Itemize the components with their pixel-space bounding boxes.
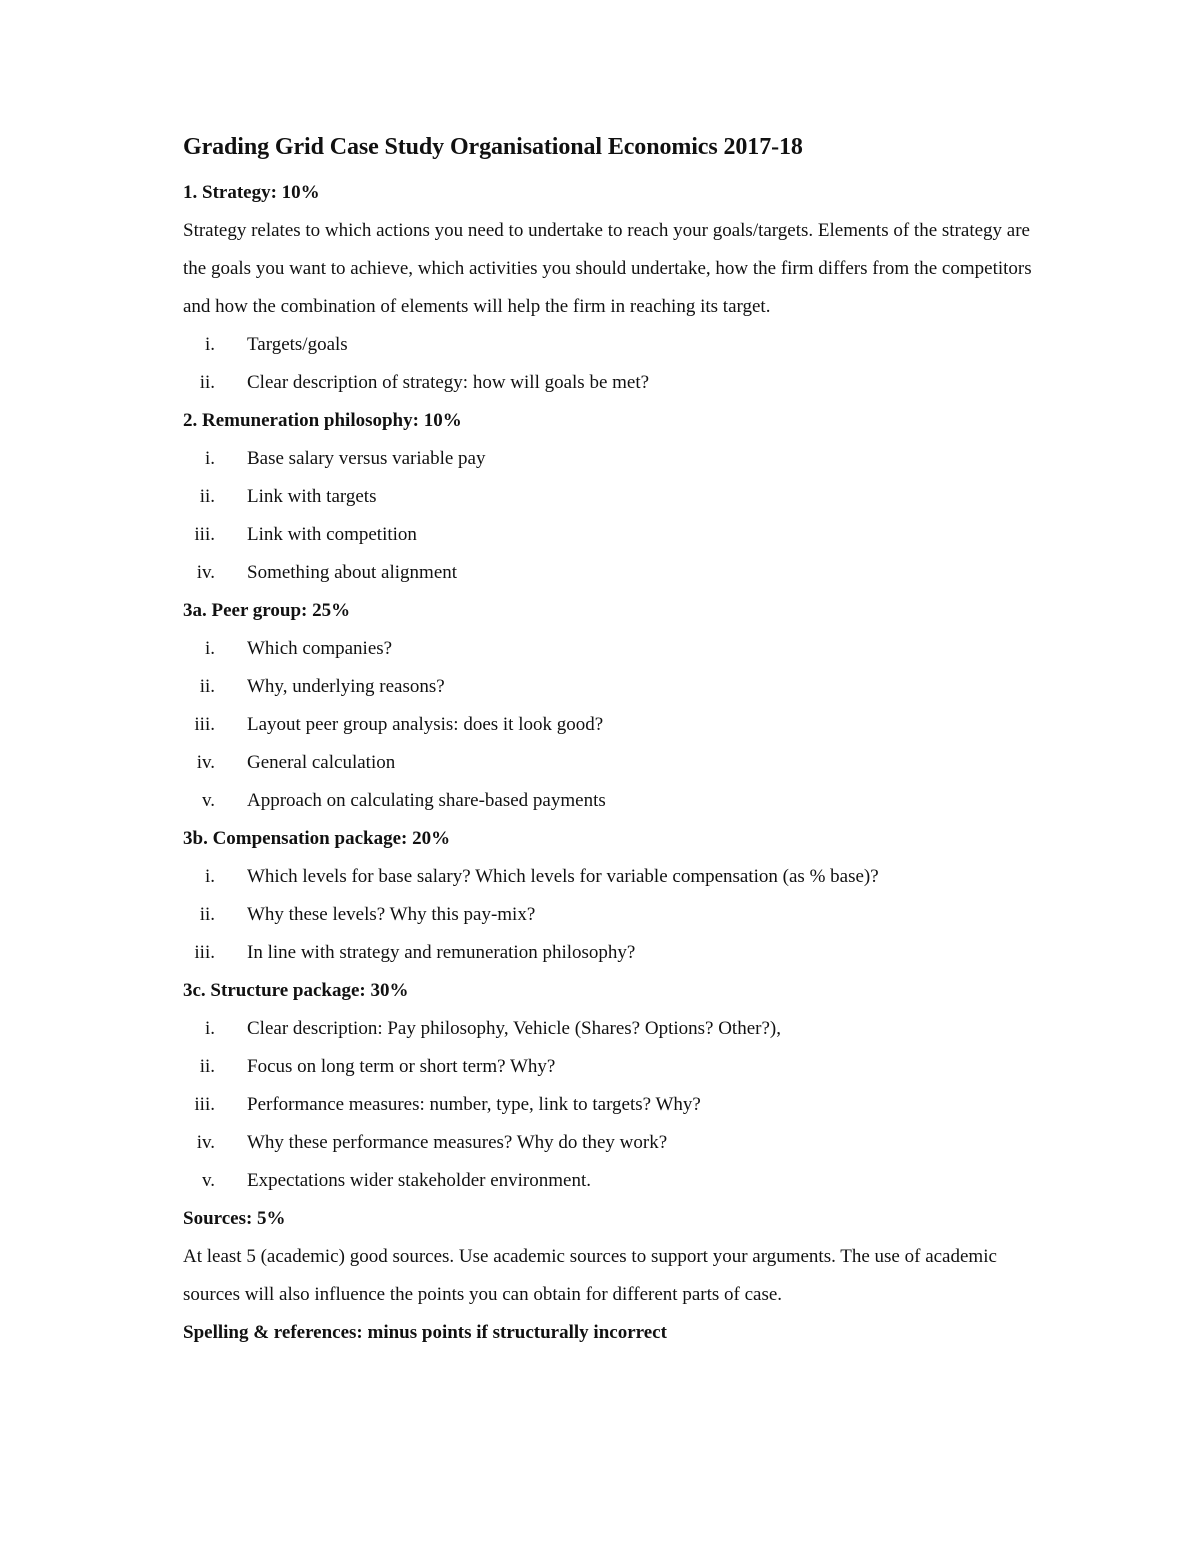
section-heading: 3b. Compensation package: 20% (183, 828, 451, 849)
item-number: i. (204, 638, 215, 659)
list-item (183, 440, 1033, 478)
item-number: iii. (194, 1094, 215, 1115)
item-text: Clear description: Pay philosophy, Vehicle (Shares? Options? Other?), (247, 1018, 781, 1039)
item-text: Layout peer group analysis: does it look good? (247, 714, 604, 735)
list-item (183, 934, 1033, 972)
item-number: v. (201, 1170, 215, 1191)
section-spelling-references (183, 1314, 1033, 1352)
item-number: ii. (199, 486, 215, 507)
item-text: General calculation (247, 752, 396, 773)
list-item (183, 1124, 1033, 1162)
section-heading: 2. Remuneration philosophy: 10% (183, 410, 462, 431)
item-text: Targets/goals (247, 334, 348, 355)
criteria-list (183, 858, 1033, 972)
list-item (183, 516, 1033, 554)
item-text: Focus on long term or short term? Why? (247, 1056, 556, 1077)
item-text: In line with strategy and remuneration philosophy? (247, 942, 636, 963)
document-title: Grading Grid Case Study Organisational Economics 2017-18 (183, 134, 803, 160)
item-text: Link with competition (247, 524, 417, 545)
list-item (183, 1048, 1033, 1086)
section-paragraph: At least 5 (academic) good sources. Use academic sources to support your arguments. The use of academic sources will also influence the points you can obtain for different parts of case. (183, 1246, 997, 1305)
item-text: Which levels for base salary? Which levels for variable compensation (as % base)? (247, 866, 879, 887)
section-sources (183, 1200, 1033, 1314)
item-number: iv. (196, 1132, 215, 1153)
list-item (183, 706, 1033, 744)
item-number: ii. (199, 1056, 215, 1077)
item-number: i. (204, 866, 215, 887)
item-number: ii. (199, 676, 215, 697)
list-item (183, 668, 1033, 706)
item-number: iii. (194, 714, 215, 735)
item-number: v. (201, 790, 215, 811)
list-item (183, 554, 1033, 592)
item-number: i. (204, 1018, 215, 1039)
section-peer-group (183, 592, 1033, 820)
list-item (183, 478, 1033, 516)
list-item (183, 744, 1033, 782)
item-text: Approach on calculating share-based payments (247, 790, 606, 811)
item-text: Clear description of strategy: how will goals be met? (247, 372, 650, 393)
item-text: Something about alignment (247, 562, 458, 583)
list-item (183, 630, 1033, 668)
item-number: iv. (196, 752, 215, 773)
item-text: Why these performance measures? Why do they work? (247, 1132, 668, 1153)
list-item (183, 1086, 1033, 1124)
list-item (183, 858, 1033, 896)
criteria-list (183, 1010, 1033, 1200)
item-text: Link with targets (247, 486, 377, 507)
item-text: Why, underlying reasons? (247, 676, 445, 697)
section-heading: Spelling & references: minus points if structurally incorrect (183, 1322, 667, 1343)
section-remuneration-philosophy (183, 402, 1033, 592)
item-number: i. (204, 334, 215, 355)
item-number: i. (204, 448, 215, 469)
section-heading: 3a. Peer group: 25% (183, 600, 351, 621)
item-text: Which companies? (247, 638, 393, 659)
item-number: iv. (196, 562, 215, 583)
section-heading: 1. Strategy: 10% (183, 182, 320, 203)
criteria-list (183, 630, 1033, 820)
section-strategy (183, 174, 1033, 402)
list-item (183, 782, 1033, 820)
item-text: Expectations wider stakeholder environment. (247, 1170, 592, 1191)
item-number: iii. (194, 524, 215, 545)
item-text: Base salary versus variable pay (247, 448, 486, 469)
item-number: ii. (199, 904, 215, 925)
item-number: iii. (194, 942, 215, 963)
list-item (183, 364, 1033, 402)
document-page (183, 130, 1033, 1352)
section-heading: 3c. Structure package: 30% (183, 980, 409, 1001)
criteria-list (183, 326, 1033, 402)
section-heading: Sources: 5% (183, 1208, 286, 1229)
item-number: ii. (199, 372, 215, 393)
section-structure-package (183, 972, 1033, 1200)
criteria-list (183, 440, 1033, 592)
item-text: Performance measures: number, type, link to targets? Why? (247, 1094, 701, 1115)
item-text: Why these levels? Why this pay-mix? (247, 904, 536, 925)
list-item (183, 1010, 1033, 1048)
section-paragraph: Strategy relates to which actions you need to undertake to reach your goals/targets. Elements of the strategy are the goals you want to achieve, which activities you should undertake, how the firm differs from the competitors and how the combination of elements will help the firm in reaching its target. (183, 220, 1032, 317)
list-item (183, 1162, 1033, 1200)
section-compensation-package (183, 820, 1033, 972)
list-item (183, 896, 1033, 934)
list-item (183, 326, 1033, 364)
